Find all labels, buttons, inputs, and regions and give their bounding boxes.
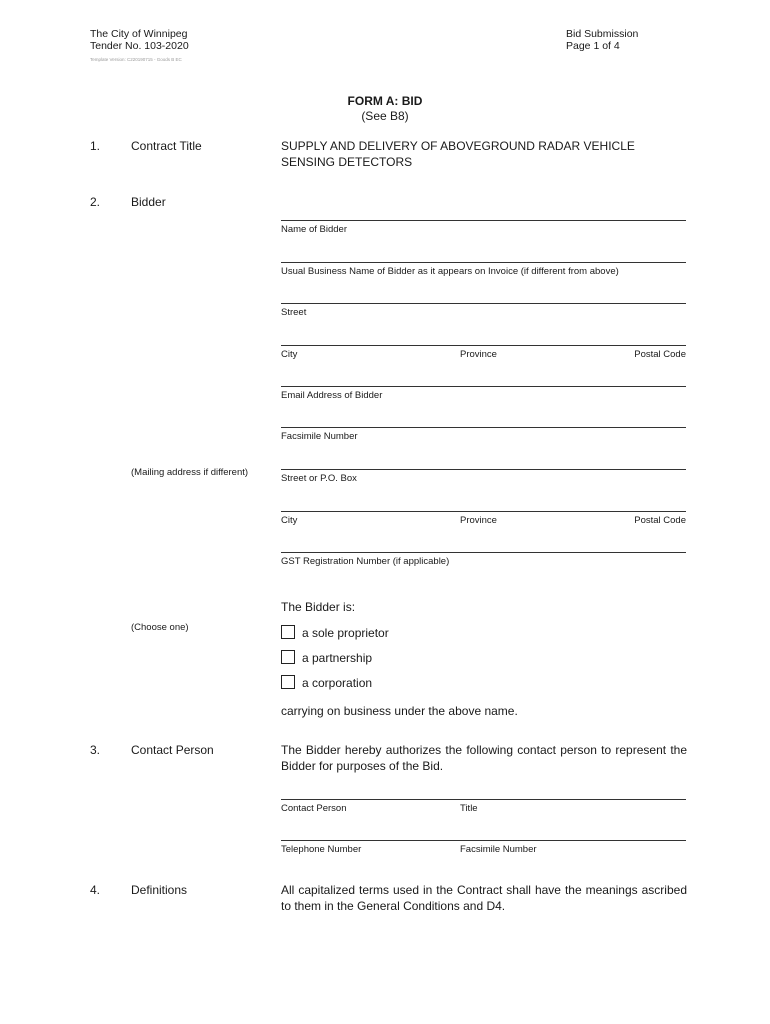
contract-title-line2: SENSING DETECTORS [281, 155, 413, 169]
corporation-checkbox[interactable] [281, 675, 295, 689]
form-subtitle: (See B8) [361, 109, 409, 123]
telephone-line[interactable] [281, 840, 686, 841]
bidder-name-caption: Name of Bidder [281, 224, 348, 235]
city-caption: City [281, 349, 298, 360]
mailing-city-caption: City [281, 515, 298, 526]
carrying-on-business-text: carrying on business under the above name. [281, 704, 518, 718]
email-caption: Email Address of Bidder [281, 390, 383, 401]
header-org: The City of Winnipeg [90, 28, 188, 40]
contact-person-line[interactable] [281, 799, 686, 800]
contact-authorization-text: The Bidder hereby authorizes the following contact person to represent the Bidder for purposes of the Bid. [281, 743, 687, 773]
sole-proprietor-label: a sole proprietor [302, 626, 389, 640]
business-name-caption: Usual Business Name of Bidder as it appears on Invoice (if different from above) [281, 266, 619, 277]
header-tender: Tender No. 103-2020 [90, 40, 189, 52]
contact-title-caption: Title [460, 803, 478, 814]
bidder-is-label: The Bidder is: [281, 600, 356, 614]
gst-caption: GST Registration Number (if applicable) [281, 556, 450, 567]
partnership-checkbox[interactable] [281, 650, 295, 664]
section-2-number: 2. [90, 195, 101, 209]
section-3-label: Contact Person [131, 743, 214, 757]
gst-line[interactable] [281, 552, 686, 553]
postal-code-caption: Postal Code [634, 349, 686, 360]
partnership-label: a partnership [302, 651, 373, 665]
section-1-number: 1. [90, 139, 101, 153]
telephone-caption: Telephone Number [281, 844, 362, 855]
street-line[interactable] [281, 303, 686, 304]
mailing-city-line[interactable] [281, 511, 686, 512]
section-2-label: Bidder [131, 195, 166, 209]
definitions-text: All capitalized terms used in the Contract shall have the meanings ascribed to them in the General Conditions and D4. [281, 883, 687, 913]
mailing-province-caption: Province [460, 515, 497, 526]
section-4-label: Definitions [131, 883, 188, 897]
template-version: Template Version: C220190715 - Goods B EC [90, 57, 182, 62]
header-page: Page 1 of 4 [566, 40, 620, 52]
mailing-postal-caption: Postal Code [634, 515, 686, 526]
fax-caption: Facsimile Number [281, 431, 358, 442]
choose-one-note: (Choose one) [131, 622, 189, 633]
city-line[interactable] [281, 345, 686, 346]
fax-line[interactable] [281, 427, 686, 428]
mailing-street-line[interactable] [281, 469, 686, 470]
province-caption: Province [460, 349, 497, 360]
contact-fax-caption: Facsimile Number [460, 844, 537, 855]
email-line[interactable] [281, 386, 686, 387]
form-title: FORM A: BID [347, 94, 423, 108]
business-name-line[interactable] [281, 262, 686, 263]
contact-person-caption: Contact Person [281, 803, 347, 814]
mailing-note: (Mailing address if different) [131, 467, 249, 478]
bidder-name-line[interactable] [281, 220, 686, 221]
section-1-label: Contract Title [131, 139, 202, 153]
section-4-number: 4. [90, 883, 101, 897]
corporation-label: a corporation [302, 676, 373, 690]
header-submission: Bid Submission [566, 28, 639, 40]
section-3-number: 3. [90, 743, 101, 757]
mailing-street-caption: Street or P.O. Box [281, 473, 357, 484]
street-caption: Street [281, 307, 307, 318]
sole-proprietor-checkbox[interactable] [281, 625, 295, 639]
contract-title-line1: SUPPLY AND DELIVERY OF ABOVEGROUND RADAR VEHICLE [281, 139, 635, 153]
